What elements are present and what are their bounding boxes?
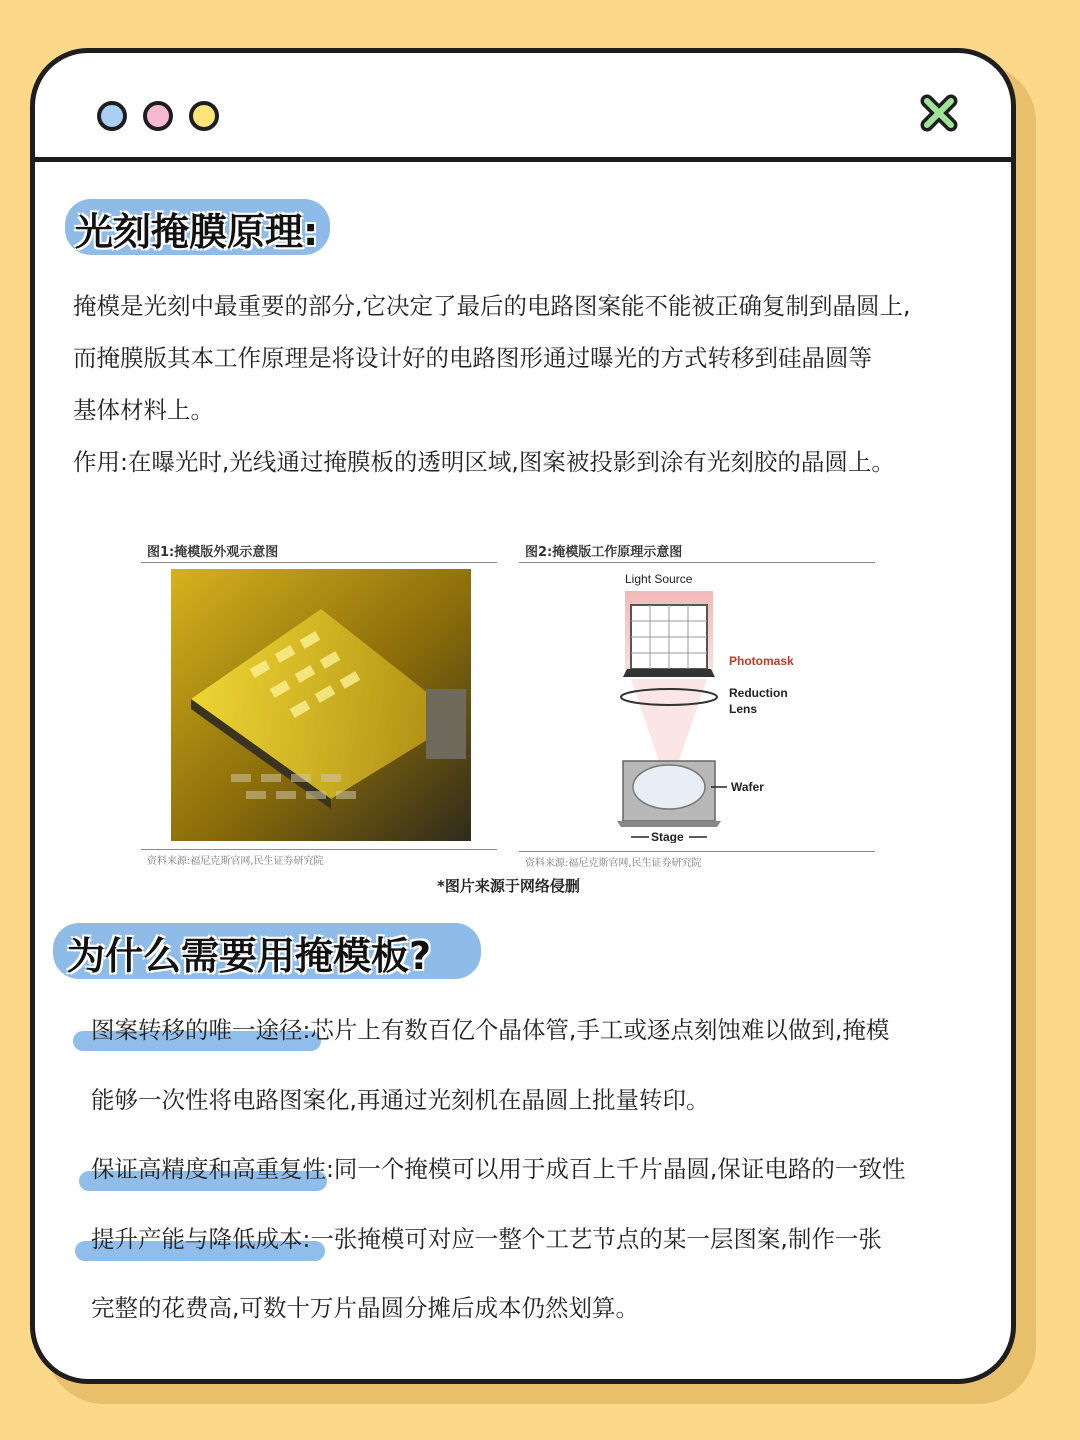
figure-2-source: 资料来源:福尼克斯官网,民生证券研究院	[519, 851, 875, 869]
lithography-diagram	[519, 565, 875, 843]
figure-1-source: 资料来源:福尼克斯官网,民生证券研究院	[141, 849, 497, 867]
reason-3-cont-text: 完整的花费高,可数十万片晶圆分摊后成本仍然划算。	[91, 1294, 639, 1322]
reason-3-cont	[91, 1289, 1011, 1323]
reason-2-text: :同一个掩模可以用于成百上千片晶圆,保证电路的一致性	[326, 1155, 906, 1183]
section1-line-1: 掩模是光刻中最重要的部分,它决定了最后的电路图案能不能被正确复制到晶圆上,	[73, 292, 911, 320]
image-credit: *图片来源于网络侵删	[437, 877, 580, 895]
window-titlebar	[35, 53, 1011, 162]
reason-1-key: 图案转移的唯一途径	[91, 1016, 303, 1044]
figure-2-title: 图2:掩模版工作原理示意图	[519, 541, 875, 563]
section1-line-2: 而掩膜版其本工作原理是将设计好的电路图形通过曝光的方式转移到硅晶圆等	[73, 344, 872, 372]
yellow-dot-icon	[189, 101, 219, 131]
reason-3	[91, 1220, 1011, 1254]
label-stage: Stage	[651, 830, 684, 843]
photomask-photo	[171, 569, 471, 841]
reason-2-key: 保证高精度和高重复性	[91, 1155, 326, 1183]
close-x-icon[interactable]	[919, 93, 959, 133]
section1-title: 光刻掩膜原理:	[75, 210, 319, 254]
reason-3-text: :一张掩模可对应一整个工艺节点的某一层图案,制作一张	[302, 1225, 882, 1253]
reason-3-key: 提升产能与降低成本	[91, 1225, 303, 1253]
label-reduction: Reduction	[729, 686, 788, 700]
reason-1-text: :芯片上有数百亿个晶体管,手工或逐点刻蚀难以做到,掩模	[302, 1016, 890, 1044]
reason-1-cont-text: 能够一次性将电路图案化,再通过光刻机在晶圆上批量转印。	[91, 1086, 710, 1114]
pink-dot-icon	[143, 101, 173, 131]
reason-2	[91, 1150, 1011, 1184]
label-light-source: Light Source	[625, 572, 693, 586]
card	[30, 48, 1016, 1384]
section2-title: 为什么需要用掩模板?	[67, 934, 432, 978]
blue-dot-icon	[97, 101, 127, 131]
label-wafer: Wafer	[731, 780, 764, 794]
reason-1-cont	[91, 1081, 1011, 1115]
section1-line-3: 基体材料上。	[73, 396, 214, 424]
figure-1-title: 图1:掩模版外观示意图	[141, 541, 497, 563]
label-photomask: Photomask	[729, 654, 794, 668]
label-lens: Lens	[729, 702, 758, 716]
reason-1	[91, 1011, 1011, 1045]
section1-line-4: 作用:在曝光时,光线通过掩膜板的透明区域,图案被投影到涂有光刻胶的晶圆上。	[73, 448, 895, 476]
figure-1	[141, 541, 497, 867]
figure-2	[519, 541, 875, 869]
